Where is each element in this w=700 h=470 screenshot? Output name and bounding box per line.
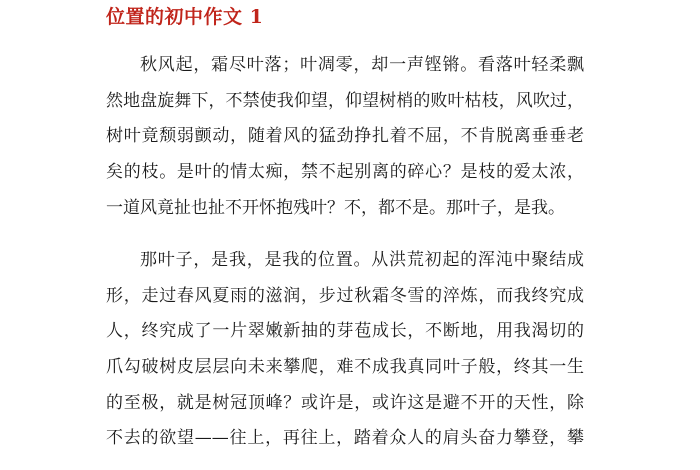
paragraph-line: 秋风起，霜尽叶落；叶凋零，却一声铿锵。看落叶轻柔飘	[140, 55, 584, 75]
paragraph-line: 矣的枝。是叶的情太痴，禁不起别离的碎心？是枝的爱太浓，	[106, 162, 584, 183]
paragraph-1	[106, 48, 584, 226]
paragraph-2	[106, 243, 584, 457]
paragraph-line: 不去的欲望——往上，再往上，踏着众人的肩头奋力攀登，攀	[106, 428, 584, 449]
document-title: 位置的初中作文 1	[106, 6, 264, 28]
paragraph-line: 形，走过春风夏雨的滋润，步过秋霜冬雪的淬炼，而我终究成	[106, 285, 584, 306]
paragraph-line: 然地盘旋舞下，不禁使我仰望，仰望树梢的败叶枯枝，风吹过，	[106, 90, 584, 111]
paragraph-line: 的至极，就是树冠顶峰？或许是，或许这是避不开的天性，除	[106, 392, 584, 413]
paragraph-line: 爪勾破树皮层层向未来攀爬，难不成我真同叶子般，终其一生	[106, 357, 584, 378]
paragraph-line: 人，终究成了一片翠嫩新抽的芽苞成长，不断地，用我渴切的	[106, 321, 584, 342]
paragraph-line: 一道风竟扯也扯不开怀抱残叶？不，都不是。那叶子，是我。	[106, 197, 565, 218]
paragraph-line: 那叶子，是我，是我的位置。从洪荒初起的浑沌中聚结成	[140, 250, 584, 270]
paragraph-line: 树叶竟颓弱颤动，随着风的猛劲挣扎着不屈，不肯脱离垂垂老	[106, 126, 584, 147]
